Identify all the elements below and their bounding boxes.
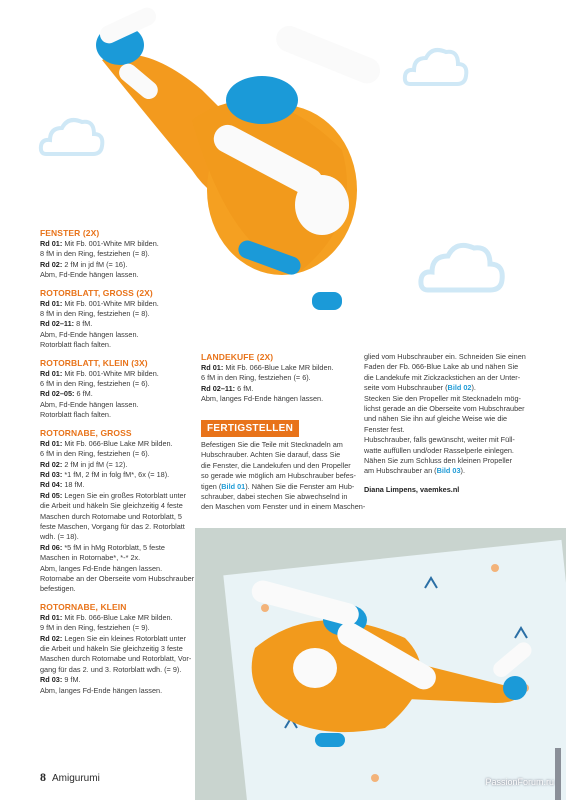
instruction-text: Rotorblatt flach falten. <box>40 340 111 350</box>
instruction-line <box>40 532 200 542</box>
paragraph-line: tigen (Bild 01). Nähen Sie die Fenster am Hub- <box>201 481 355 491</box>
round-label: Rd 01: <box>40 438 63 448</box>
instruction-text: 6 fM. <box>235 383 254 393</box>
instruction-text: 2 fM in jd fM (= 16). <box>62 259 128 269</box>
paragraph-line: und nähen Sie ihn auf gleiche Weise wie die <box>364 414 508 424</box>
instruction-text: Mit Fb. 001-White MR bilden. <box>62 368 159 378</box>
round-label: Rd 02–05: <box>40 389 75 399</box>
instruction-line <box>40 675 200 685</box>
round-label: Rd 05: <box>40 490 63 500</box>
instruction-text: feste Maschen, Vorgang für das 2. Rotorblatt <box>40 521 185 531</box>
cloud-right-bottom-decoration <box>418 236 508 298</box>
paragraph-line: Hubschrauber. Achten Sie darauf, dass Sie <box>201 450 341 460</box>
instruction-text: 9 fM in den Ring, festziehen (= 9). <box>40 623 150 633</box>
round-label: Rd 04: <box>40 480 63 490</box>
instruction-line <box>40 522 200 532</box>
instruction-text: Mit Fb. 066-Blue Lake MR bilden. <box>223 363 334 372</box>
instruction-text: Abm, langes Fd-Ende hängen lassen. <box>40 563 163 573</box>
paragraph-line: den Maschen vom Fenster und in einem Maschen- <box>201 502 366 512</box>
instruction-text: Maschen durch Rotornabe und Rotorblatt, Vor- <box>40 654 192 664</box>
instruction-line <box>40 491 200 501</box>
paragraph-line: die Fenster, die Landekufen und den Propeller <box>201 460 351 470</box>
instruction-line <box>201 384 361 394</box>
instruction-text: gang für das 2. und 3. Rotorblatt wdh. (= 9). <box>40 664 182 674</box>
helicopter-photo-bottom <box>195 528 566 800</box>
instruction-line <box>40 665 200 675</box>
round-label: Rd 02: <box>40 633 63 643</box>
instruction-text: Abm, Fd-Ende hängen lassen. <box>40 399 139 409</box>
round-label: Rd 01: <box>201 363 224 372</box>
instruction-text: wdh. (= 18). <box>40 532 79 542</box>
instruction-line <box>40 309 200 319</box>
paragraph-line: Fenster fest. <box>364 424 405 434</box>
round-label: Rd 06: <box>40 542 63 552</box>
fertigstellen-title: FERTIGSTELLEN <box>201 420 299 437</box>
instruction-line <box>40 644 200 654</box>
instruction-text: 8 fM. <box>74 319 93 329</box>
paragraph-line: die Landekufe mit Zickzackstichen an der Unter- <box>364 372 521 382</box>
instruction-text: Mit Fb. 001-White MR bilden. <box>62 298 159 308</box>
instruction-line <box>40 439 200 449</box>
instruction-line <box>40 260 200 270</box>
instruction-line <box>40 400 200 410</box>
fertigstellen-header <box>201 418 299 437</box>
instruction-line <box>201 363 361 373</box>
fertigstellen-col2 <box>364 352 544 495</box>
instruction-text: die Arbeit und häkeln Sie gleichzeitig 4 feste <box>40 501 183 511</box>
instruction-line <box>40 654 200 664</box>
paragraph-line: so gerade wie möglich am Hubschrauber befes- <box>201 471 356 481</box>
instruction-line <box>40 543 200 553</box>
round-label: Rd 03: <box>40 675 63 685</box>
page-number: 8 <box>40 770 46 784</box>
pattern-section <box>40 358 200 421</box>
paragraph-line: glied vom Hubschrauber ein. Schneiden Sie einen <box>364 352 526 361</box>
paragraph-line: Faden der Fb. 066-Blue Lake ab und nähen Sie <box>364 362 519 372</box>
section-title: ROTORBLATT, GROSS (2X) <box>40 287 153 298</box>
instruction-line <box>40 480 200 490</box>
instruction-text: 6 fM. <box>74 389 93 399</box>
instruction-line <box>40 340 200 350</box>
watermark-text: PassionForum.ru <box>485 777 554 787</box>
instruction-line <box>40 623 200 633</box>
instruction-line <box>40 449 200 459</box>
instruction-line <box>201 394 361 404</box>
instruction-text: Rotornabe an der Oberseite vom Hubschrauber <box>40 573 195 583</box>
instruction-line <box>40 299 200 309</box>
section-title: ROTORBLATT, KLEIN (3X) <box>40 357 148 368</box>
instruction-line <box>40 460 200 470</box>
page-footer <box>40 770 100 785</box>
magazine-name: Amigurumi <box>52 773 100 784</box>
instruction-text: die Arbeit und häkeln Sie gleichzeitig 3 feste <box>40 644 183 653</box>
instruction-line <box>40 512 200 522</box>
instruction-line <box>40 686 200 696</box>
pattern-section <box>40 428 200 595</box>
instruction-line <box>40 564 200 574</box>
paragraph-line: watte auffüllen und/oder Rasselperle einlegen. <box>364 445 514 455</box>
paragraph-line: Hubschrauber, falls gewünscht, weiter mit Füll- <box>364 435 515 445</box>
pattern-section <box>40 602 200 696</box>
section-title: ROTORNABE, GROSS <box>40 427 132 438</box>
instruction-text: 18 fM. <box>62 480 85 490</box>
round-label: Rd 01: <box>40 298 63 308</box>
instruction-line <box>40 501 200 511</box>
instruction-line <box>40 613 200 623</box>
instruction-text: 6 fM in den Ring, festziehen (= 6). <box>40 379 150 389</box>
section-title: ROTORNABE, KLEIN <box>40 601 127 612</box>
instruction-text: Maschen durch Rotornabe und Rotorblatt, 5 <box>40 511 182 521</box>
paragraph-line: Nähen Sie zum Schluss den kleinen Propeller <box>364 456 513 466</box>
paragraph-line: schrauber, dabei stechen Sie abwechselnd in <box>201 492 348 502</box>
fertigstellen-col1 <box>201 440 366 513</box>
instruction-text: *1 fM, 2 fM in folg fM*, 6x (= 18). <box>62 469 170 479</box>
instruction-text: Abm, Fd-Ende hängen lassen. <box>40 329 139 339</box>
instruction-text: Maschen in Rotornabe*, *-* 2x. <box>40 553 141 563</box>
instruction-text: Rotorblatt flach falten. <box>40 410 111 420</box>
instruction-text: 8 fM in den Ring, festziehen (= 8). <box>40 309 150 319</box>
round-label: Rd 01: <box>40 612 63 622</box>
landekufe-section <box>201 352 361 405</box>
instruction-text: Mit Fb. 066-Blue Lake MR bilden. <box>62 438 173 448</box>
instruction-text: 6 fM in den Ring, festziehen (= 6). <box>40 449 150 459</box>
instruction-line <box>40 634 200 644</box>
instruction-text: 9 fM. <box>62 675 81 685</box>
instruction-text: befestigen. <box>40 584 76 594</box>
instruction-text: Abm, langes Fd-Ende hängen lassen. <box>40 685 163 695</box>
paragraph-line: lichst gerade an die Oberseite vom Hubschrauber <box>364 404 525 414</box>
instruction-text: Legen Sie ein großes Rotorblatt unter <box>62 490 187 500</box>
instruction-text: 2 fM in jd fM (= 12). <box>62 459 128 469</box>
instruction-line <box>40 249 200 259</box>
paragraph-line: seite vom Hubschrauber (Bild 02). <box>364 383 476 393</box>
cloud-right-top-decoration <box>402 42 472 92</box>
round-label: Rd 01: <box>40 239 63 248</box>
instruction-line <box>40 470 200 480</box>
round-label: Rd 01: <box>40 368 63 378</box>
instruction-text: *5 fM in hMg Rotorblatt, 5 feste <box>62 542 165 552</box>
instruction-text: Mit Fb. 066-Blue Lake MR bilden. <box>62 612 173 622</box>
instruction-text: 8 fM in den Ring, festziehen (= 8). <box>40 249 150 259</box>
instruction-text: Legen Sie ein kleines Rotorblatt unter <box>62 633 187 643</box>
instruction-text: 6 fM in den Ring, festziehen (= 6). <box>201 373 311 383</box>
instruction-text: Abm, langes Fd-Ende hängen lassen. <box>201 394 324 404</box>
round-label: Rd 02–11: <box>40 319 75 329</box>
round-label: Rd 03: <box>40 469 63 479</box>
instruction-line <box>40 319 200 329</box>
instruction-line <box>40 410 200 420</box>
pattern-section <box>40 288 200 351</box>
paragraph-line: Befestigen Sie die Teile mit Stecknadeln am <box>201 440 343 449</box>
round-label: Rd 02–11: <box>201 383 236 393</box>
instruction-line <box>40 389 200 399</box>
paragraph-line: am Hubschrauber an (Bild 03). <box>364 466 466 476</box>
round-label: Rd 02: <box>40 259 63 269</box>
instruction-text: Abm, Fd-Ende hängen lassen. <box>40 270 139 280</box>
landekufe-title: LANDEKUFE (2X) <box>201 352 274 362</box>
pattern-section <box>40 228 200 281</box>
instruction-line <box>40 270 200 280</box>
round-label: Rd 02: <box>40 459 63 469</box>
instruction-text: Mit Fb. 001-White MR bilden. <box>62 239 159 248</box>
instruction-line <box>40 553 200 563</box>
instruction-line <box>40 584 200 594</box>
paragraph-line: Stecken Sie den Propeller mit Stecknadeln mög- <box>364 393 521 403</box>
instruction-line <box>40 330 200 340</box>
instruction-line <box>40 369 200 379</box>
author-credit: Diana Limpens, vaemkes.nl <box>364 484 460 494</box>
section-title: FENSTER (2X) <box>40 228 100 238</box>
instruction-line <box>40 574 200 584</box>
instruction-line <box>40 239 200 249</box>
left-column <box>40 228 200 703</box>
instruction-line <box>201 373 361 383</box>
instruction-line <box>40 379 200 389</box>
